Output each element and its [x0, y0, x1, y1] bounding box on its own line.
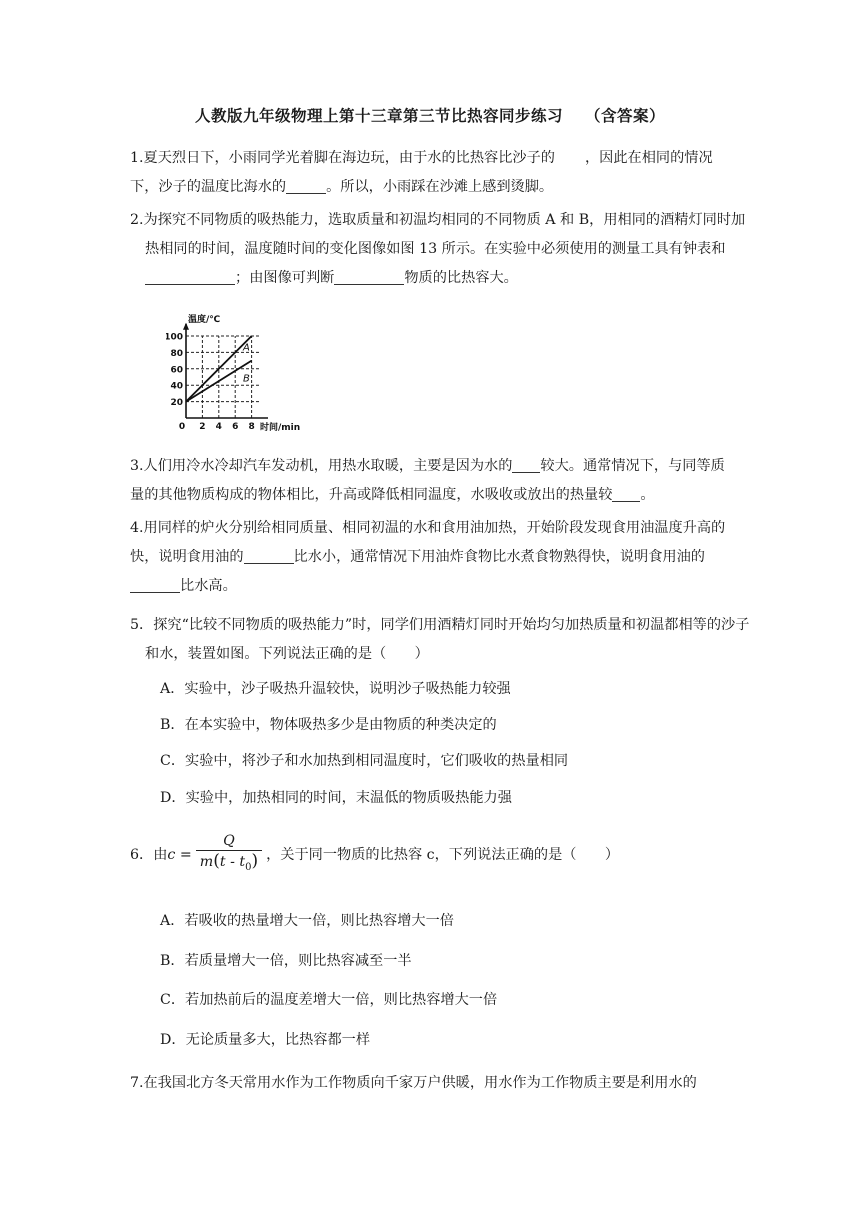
q5-option-a: A．实验中，沙子吸热升温较快，说明沙子吸热能力较强 — [160, 681, 511, 697]
y-tick-label: 20 — [170, 398, 183, 409]
question-3 — [130, 452, 736, 510]
q3-text-b: 较大。通常情况下，与同等质量的其他物质构成的物体相比，升高或降低相同温度，水吸收或放出的热量较 — [130, 458, 725, 503]
q5-option-d: D．实验中，加热相同的时间，末温低的物质吸热能力强 — [160, 790, 512, 806]
q1-text-c: 。所以，小雨踩在沙滩上感到烫脚。 — [326, 179, 554, 195]
q4-blank-2 — [130, 577, 180, 593]
q1-blank-2 — [286, 178, 326, 194]
x-tick-label: 8 — [248, 422, 255, 432]
q6-option-a: A．若吸收的热量增大一倍，则比热容增大一倍 — [160, 913, 454, 929]
temperature-time-chart — [166, 304, 316, 436]
question-7: 7.在我国北方冬天常用水作为工作物质向千家万户供暖，用水作为工作物质主要是利用水的 — [130, 1075, 697, 1091]
question-4 — [130, 514, 736, 601]
q6-option-d: D．无论质量多大，比热容都一样 — [160, 1032, 371, 1048]
q2-text-b: ；由图像可判断 — [235, 270, 335, 286]
y-tick-label: 80 — [170, 348, 183, 359]
x-tick-label: 4 — [215, 422, 222, 432]
formula-den-inner: t - t — [219, 854, 246, 870]
q5-option-b: B．在本实验中，物体吸热多少是由物质的种类决定的 — [160, 717, 497, 733]
q5-option-c: C．实验中，将沙子和水加热到相同温度时，它们吸收的热量相同 — [160, 753, 569, 769]
formula-den-m: m — [199, 854, 214, 870]
q2-blank-2 — [334, 269, 404, 285]
y-axis-label: 温度/℃ — [188, 314, 221, 325]
question-6 — [130, 832, 736, 878]
q6-suffix: ，关于同一物质的比热容 c，下列说法正确的是（ ） — [266, 846, 620, 863]
q1-text-a: 1.夏天烈日下，小雨同学光着脚在海边玩，由于水的比热容比沙子的 — [130, 150, 555, 166]
formula-fraction — [196, 832, 262, 878]
q6-option-c: C．若加热前后的温度差增大一倍，则比热容增大一倍 — [160, 992, 498, 1008]
formula-den-sub: 0 — [245, 861, 252, 873]
formula-numerator: Q — [196, 832, 262, 851]
y-tick-label: 60 — [170, 365, 183, 376]
q3-text-c: 。 — [640, 487, 655, 503]
q4-text-b: 比水小，通常情况下用油炸食物比水煮食物熟得快，说明食用油的 — [293, 549, 705, 565]
question-5-stem: 5．探究“比较不同物质的吸热能力”时，同学们用酒精灯同时开始均匀加热质量和初温都相等的沙子和水，装置如图。下列说法正确的是（ ） — [130, 617, 750, 662]
chart-svg — [166, 304, 316, 436]
y-tick-label: 100 — [166, 332, 183, 343]
y-tick-label: 40 — [170, 381, 183, 392]
q6-prefix: 6．由 — [130, 846, 168, 863]
q3-text-a: 3.人们用冷水冷却汽车发动机，用热水取暖，主要是因为水的 — [130, 458, 513, 474]
q1-text-b: ，因此在相同的情况下，沙子的温度比海水的 — [130, 150, 713, 195]
q2-blank-1 — [145, 269, 235, 285]
specific-heat-formula — [167, 832, 266, 878]
question-2 — [130, 206, 751, 293]
q2-text-a: 2.为探究不同物质的吸热能力，选取质量和初温均相同的不同物质 A 和 B，用相同的酒精灯同时加热相同的时间，温度随时间的变化图像如图 13 所示。在实验中必须使用的测量工具有钟表和 — [130, 212, 746, 257]
q6-option-b: B．若质量增大一倍，则比热容减至一半 — [160, 953, 412, 969]
q2-text-c: 物质的比热容大。 — [404, 270, 518, 286]
q4-text-c: 比水高。 — [180, 578, 237, 594]
q4-text-a: 4.用同样的炉火分别给相同质量、相同初温的水和食用油加热，开始阶段发现食用油温度升高的快，说明食用油的 — [130, 520, 726, 565]
series-label-A: A — [242, 342, 250, 354]
q4-blank-1 — [244, 548, 294, 564]
q3-blank-1 — [512, 457, 540, 473]
formula-lhs: c = — [167, 846, 192, 863]
x-axis-label: 时间/min — [260, 423, 301, 433]
question-1 — [130, 144, 736, 202]
q3-blank-2 — [612, 486, 640, 502]
x-tick-label: 6 — [232, 422, 239, 432]
formula-denominator: $m(t - t_0)$ — [199, 851, 259, 873]
page-title: 人教版九年级物理上第十三章第三节比热容同步练习 （含答案） — [195, 107, 665, 125]
x-tick-label: 2 — [199, 422, 206, 432]
x-tick-label: 0 — [178, 422, 186, 432]
series-label-B: B — [242, 373, 250, 385]
